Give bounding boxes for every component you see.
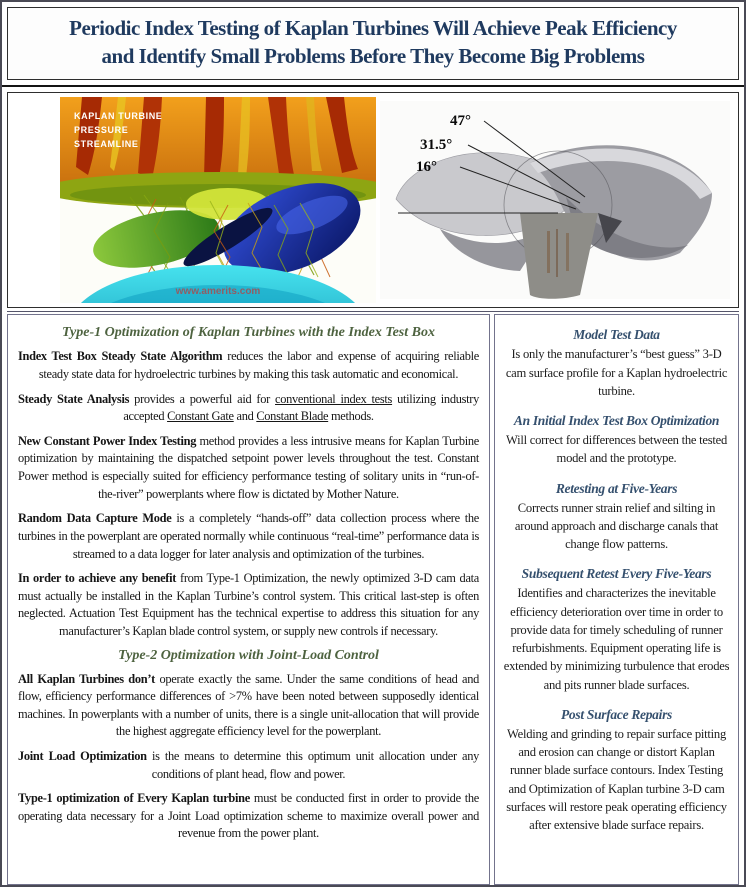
runner-blade-angle-image	[380, 101, 730, 299]
kaplan-cfd-streamline-image	[60, 97, 376, 303]
paragraph-index-test-box: Index Test Box Steady State Algorithm reduces the labor and expense of acquiring reliable steady state data for hydroelectric turbines by making this task automatic and economical.	[18, 349, 479, 382]
section-retesting-five-years	[502, 481, 731, 554]
section-heading: An Initial Index Test Box Optimization	[513, 413, 720, 429]
cfd-caption-line-3: Streamline	[74, 139, 139, 150]
left-column	[7, 314, 490, 885]
section-body: Will correct for differences between the tested model and the prototype.	[505, 433, 728, 466]
section-heading: Subsequent Retest Every Five-Years	[521, 566, 712, 582]
paragraph-joint-load: Joint Load Optimization is the means to determine this optimum unit allocation under any conditions of plant head, flow and power.	[18, 749, 479, 781]
type2-heading: Type-2 Optimization with Joint-Load Control	[118, 647, 379, 663]
angle-label-47: 47°	[450, 113, 471, 130]
page-title-line-1: Periodic Index Testing of Kaplan Turbines Will Achieve Peak Efficiency	[69, 16, 677, 40]
paragraph-all-kaplan-turbines: All Kaplan Turbines don’t operate exactly the same. Under the same conditions of head and flow, efficiency performance differences of >7% have been noted between supposedly identical machines. In powerplants with a number of units, there is a single unit-allocation that will provide the highest aggregate efficiency level for the powerplant.	[18, 671, 480, 739]
title-divider	[2, 85, 744, 87]
body-columns	[7, 311, 739, 885]
section-subsequent-retest	[502, 566, 731, 694]
section-heading: Post Surface Repairs	[560, 706, 672, 722]
page-title-line-2: and Identify Small Problems Before They Become Big Problems	[101, 43, 645, 68]
cfd-caption-line-1: Kaplan Turbine	[74, 111, 163, 122]
paragraph-constant-power: New Constant Power Index Testing method provides a less intrusive means for Kaplan Turbine optimization by maintaining the dispatched setpoint power levels throughout the test. Constant Power method is especially suited for efficiency performance testing of solitary units in “run-of-the-river” powerplants where flow is dictated by Mother Nature.	[18, 433, 479, 501]
paragraph-type1-every-turbine: Type-1 optimization of Every Kaplan turbine must be conducted first in order to provide the operating data necessary for a Joint Load optimization scheme to maximize overall power and revenue from the power plant.	[18, 791, 479, 841]
section-initial-optimization	[502, 413, 731, 468]
type1-heading: Type-1 Optimization of Kaplan Turbines with the Index Test Box	[62, 325, 435, 341]
angle-label-16: 16°	[416, 159, 437, 176]
paragraph-achieve-benefit: In order to achieve any benefit from Type-1 Optimization, the newly optimized 3-D cam data must actually be installed in the Kaplan Turbine’s control system. This critical last-step is often neglected. Actuation Test Equipment has the technical expertise to address this situation for any manufacturer’s Kaplan blade control system, or supply new controls if necessary.	[18, 571, 479, 638]
section-heading: Retesting at Five-Years	[555, 480, 678, 496]
cfd-caption-line-2: Pressure	[74, 125, 129, 136]
section-body: Welding and grinding to repair surface pitting and erosion can change or distort Kaplan runner blade surface contours. Index Testing and Optimization of Kaplan turbine 3-D cam surfaces will restore peak operating efficiency after extensive blade surface repairs.	[506, 726, 727, 833]
paragraph-steady-state-analysis: Steady State Analysis provides a powerful aid for conventional index tests utilizing industry accepted Constant Gate and Constant Blade methods.	[18, 391, 479, 424]
section-heading: Model Test Data	[573, 327, 660, 343]
paragraph-random-data-capture: Random Data Capture Mode is a completely “hands-off” data collection process where the turbines in the powerplant are operated normally while continuous “real-time” performance data is streamed to a data logger for later analysis and optimization of the turbines.	[18, 511, 479, 561]
angle-label-31-5: 31.5°	[420, 137, 453, 154]
cfd-watermark: www.amerits.com	[175, 286, 261, 298]
right-column	[494, 314, 739, 885]
section-body: Corrects runner strain relief and silting in around approach and discharge canals that change flow patterns.	[514, 500, 719, 552]
section-body: Identifies and characterizes the inevitable efficiency deterioration over time in order to provide data for timely scheduling of runner refurbishments. Equipment operating life is extended by minimizing turbulence that erodes and pits runner blade surfaces.	[503, 586, 730, 692]
section-model-test-data	[502, 327, 731, 400]
title-box	[7, 7, 739, 80]
section-body: Is only the manufacturer’s “best guess” 3-D cam surface profile for a Kaplan hydroelectric turbine.	[505, 347, 728, 398]
section-post-surface-repairs	[502, 707, 731, 835]
figures-panel	[7, 92, 739, 308]
